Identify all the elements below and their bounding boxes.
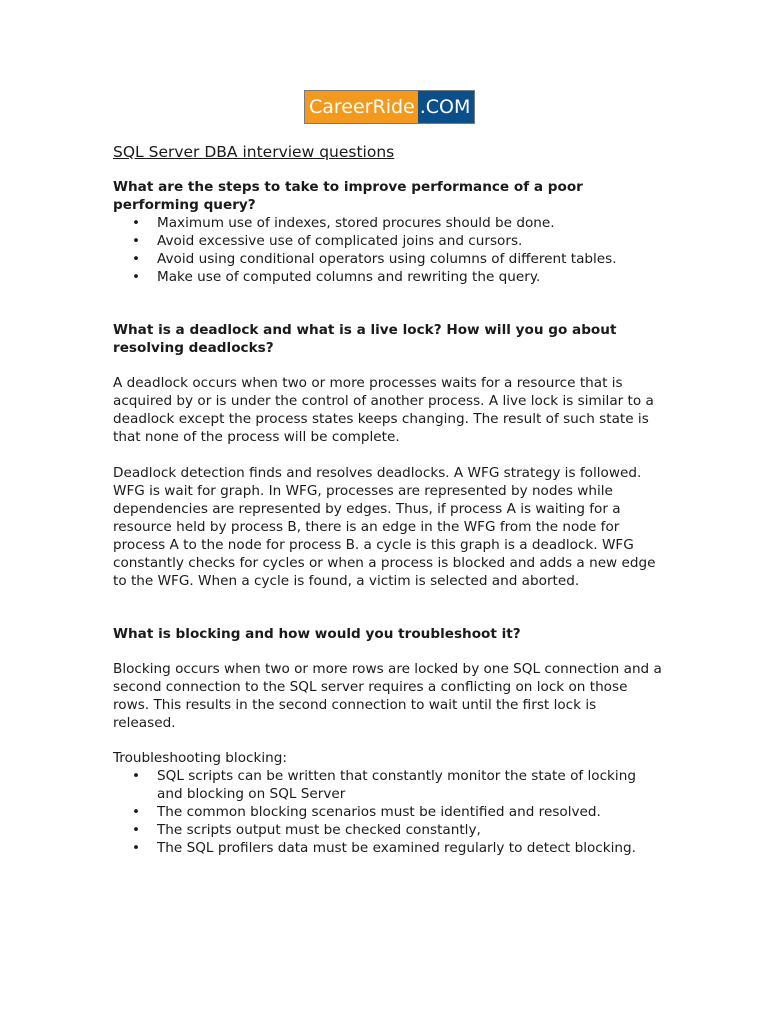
list-item: • Avoid excessive use of complicated joins and cursors.: [157, 232, 663, 250]
paragraph-troubleshooting-heading: Troubleshooting blocking:: [113, 750, 287, 766]
list-item: • Avoid using conditional operators using columns of different tables.: [157, 250, 663, 268]
paragraph-deadlock-definition: A deadlock occurs when two or more processes waits for a resource that is acquired by or is under the control of another process. A live lock is similar to a deadlock except the process states keeps changing. The result of such state is that none of the process will be complete.: [113, 375, 654, 445]
question-deadlock: What is a deadlock and what is a live lock? How will you go about resolving deadlocks?: [113, 322, 617, 356]
paragraph-deadlock-detection: Deadlock detection finds and resolves deadlocks. A WFG strategy is followed. WFG is wait for graph. In WFG, processes are represented by nodes while dependencies are represented by edges. Thus, if process A is waiting for a resource held by process B, there is an edge in the WFG from the node for process A to the node for process B. a cycle is this graph is a deadlock. WFG constantly checks for cycles or when a process is blocked and adds a new edge to the WFG. When a cycle is found, a victim is selected and aborted.: [113, 465, 656, 589]
question-performance: What are the steps to take to improve performance of a poor performing query?: [113, 179, 583, 213]
performance-tips-list: [113, 214, 663, 286]
list-item: • Make use of computed columns and rewriting the query.: [157, 268, 663, 286]
list-item: • The scripts output must be checked constantly,: [157, 821, 663, 839]
list-item: • SQL scripts can be written that constantly monitor the state of locking and blocking on SQL Server: [157, 767, 663, 803]
question-blocking: What is blocking and how would you troubleshoot it?: [113, 626, 521, 642]
paragraph-blocking-definition: Blocking occurs when two or more rows are locked by one SQL connection and a second connection to the SQL server requires a conflicting on lock on those rows. This results in the second connection to wait until the first lock is released.: [113, 661, 662, 731]
list-item: • The SQL profilers data must be examined regularly to detect blocking.: [157, 839, 663, 857]
logo-text-careerride: CareerRide: [305, 91, 418, 123]
logo-text-com: .COM: [418, 91, 475, 123]
list-item: • Maximum use of indexes, stored procures should be done.: [157, 214, 663, 232]
list-item: • The common blocking scenarios must be identified and resolved.: [157, 803, 663, 821]
document-title: SQL Server DBA interview questions: [113, 143, 395, 161]
document-page: [113, 90, 663, 857]
troubleshooting-list: [113, 767, 663, 857]
careerride-logo[interactable]: [304, 90, 475, 124]
